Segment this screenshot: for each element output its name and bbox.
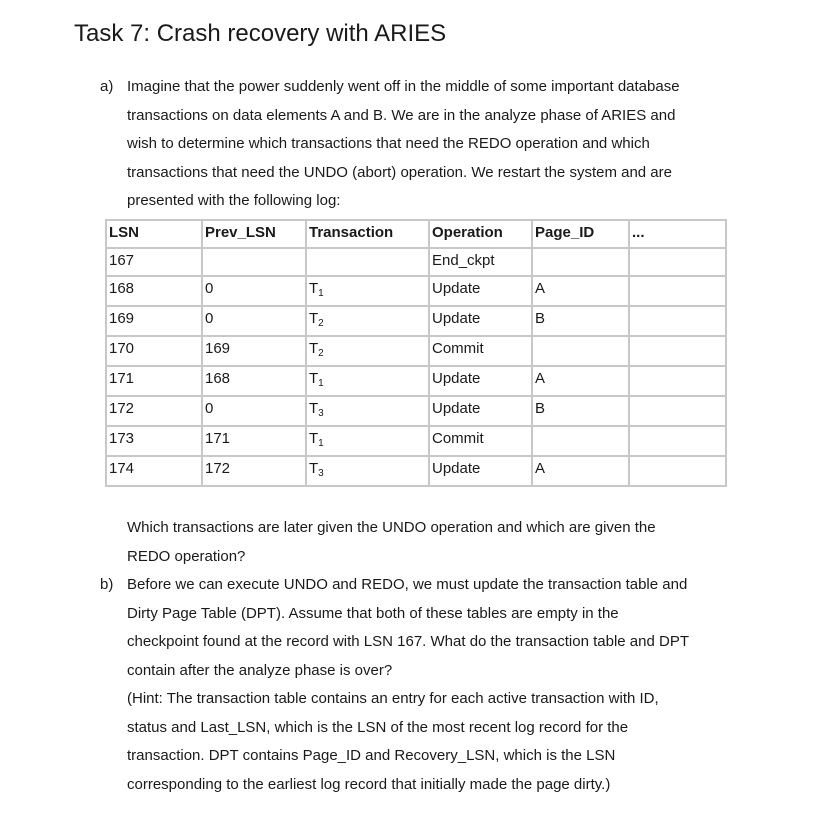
cell-transaction — [306, 336, 429, 366]
cell-more — [629, 248, 726, 276]
table-row — [106, 336, 726, 366]
table-row — [106, 426, 726, 456]
cell-lsn: 167 — [106, 248, 202, 276]
header-operation: Operation — [429, 220, 532, 248]
header-transaction: Transaction — [306, 220, 429, 248]
cell-operation: Update — [429, 366, 532, 396]
cell-lsn: 169 — [106, 306, 202, 336]
cell-operation: Commit — [429, 426, 532, 456]
text-line: transactions on data elements A and B. We are in the analyze phase of ARIES and — [127, 106, 676, 124]
text-line: contain after the analyze phase is over? — [127, 661, 393, 679]
text-line: Which transactions are later given the UNDO operation and which are given the — [127, 519, 656, 536]
table-row — [106, 366, 726, 396]
header-page-id: Page_ID — [532, 220, 629, 248]
header-lsn: LSN — [106, 220, 202, 248]
cell-lsn: 170 — [106, 336, 202, 366]
transaction-subscript: 2 — [318, 318, 324, 329]
text-line: transaction. DPT contains Page_ID and Recovery_LSN, which is the LSN — [127, 747, 616, 764]
cell-page-id — [532, 248, 629, 276]
transaction-name: T — [309, 400, 319, 417]
transaction-subscript: 2 — [318, 348, 324, 359]
cell-prev-lsn: 0 — [202, 276, 306, 306]
transaction-name: T — [309, 310, 319, 327]
list-marker-a: a) — [100, 78, 114, 95]
cell-prev-lsn — [202, 248, 306, 276]
cell-prev-lsn: 0 — [202, 396, 306, 426]
transaction-name: T — [309, 460, 319, 477]
table-row — [106, 276, 726, 306]
cell-transaction — [306, 456, 429, 486]
cell-more — [629, 336, 726, 366]
cell-lsn: 174 — [106, 456, 202, 486]
cell-page-id: B — [532, 306, 629, 336]
transaction-subscript: 3 — [318, 468, 324, 479]
part-a-text — [127, 73, 787, 216]
cell-transaction — [306, 248, 429, 276]
cell-transaction — [306, 276, 429, 306]
header-more: ... — [629, 220, 726, 248]
header-prev-lsn: Prev_LSN — [202, 220, 306, 248]
cell-more — [629, 456, 726, 486]
text-line: Before we can execute UNDO and REDO, we must update the transaction table and — [127, 576, 688, 593]
part-b-text — [127, 571, 787, 799]
table-row — [106, 396, 726, 426]
transaction-name: T — [309, 340, 319, 357]
transaction-name: T — [309, 430, 319, 447]
cell-prev-lsn: 171 — [202, 426, 306, 456]
text-line: Imagine that the power suddenly went off in the middle of some important database — [127, 78, 680, 95]
cell-transaction — [306, 426, 429, 456]
table-row — [106, 306, 726, 336]
cell-prev-lsn: 168 — [202, 366, 306, 396]
cell-prev-lsn: 169 — [202, 336, 306, 366]
cell-operation: End_ckpt — [429, 248, 532, 276]
log-table-body — [106, 248, 726, 486]
cell-transaction — [306, 366, 429, 396]
text-line: presented with the following log: — [127, 192, 341, 209]
cell-page-id — [532, 426, 629, 456]
cell-transaction — [306, 306, 429, 336]
page-title: Task 7: Crash recovery with ARIES — [74, 20, 447, 47]
text-line: transactions that need the UNDO (abort) operation. We restart the system and are — [127, 163, 672, 181]
cell-lsn: 168 — [106, 276, 202, 306]
cell-prev-lsn: 172 — [202, 456, 306, 486]
text-line: wish to determine which transactions that need the REDO operation and which — [127, 135, 650, 152]
text-line: (Hint: The transaction table contains an entry for each active transaction with ID, — [127, 690, 659, 707]
transaction-name: T — [309, 280, 319, 297]
question-a-text — [127, 514, 787, 571]
cell-more — [629, 426, 726, 456]
table-row — [106, 456, 726, 486]
cell-more — [629, 276, 726, 306]
log-table-header — [106, 220, 726, 248]
cell-more — [629, 306, 726, 336]
cell-operation: Commit — [429, 336, 532, 366]
cell-lsn: 171 — [106, 366, 202, 396]
transaction-subscript: 3 — [318, 408, 324, 419]
transaction-subscript: 1 — [318, 288, 324, 299]
transaction-subscript: 1 — [318, 438, 324, 449]
text-line: status and Last_LSN, which is the LSN of the most recent log record for the — [127, 718, 629, 736]
cell-prev-lsn: 0 — [202, 306, 306, 336]
cell-page-id: B — [532, 396, 629, 426]
cell-page-id: A — [532, 456, 629, 486]
table-row — [106, 248, 726, 276]
cell-page-id: A — [532, 276, 629, 306]
cell-lsn: 173 — [106, 426, 202, 456]
text-line: Dirty Page Table (DPT). Assume that both of these tables are empty in the — [127, 604, 619, 622]
cell-more — [629, 396, 726, 426]
text-line: corresponding to the earliest log record that initially made the page dirty.) — [127, 775, 611, 793]
cell-operation: Update — [429, 456, 532, 486]
text-line: REDO operation? — [127, 547, 246, 565]
cell-transaction — [306, 396, 429, 426]
cell-operation: Update — [429, 396, 532, 426]
text-line: checkpoint found at the record with LSN 167. What do the transaction table and DPT — [127, 633, 689, 650]
list-marker-b: b) — [100, 576, 114, 593]
cell-page-id — [532, 336, 629, 366]
log-table — [105, 219, 727, 487]
cell-page-id: A — [532, 366, 629, 396]
cell-operation: Update — [429, 306, 532, 336]
cell-lsn: 172 — [106, 396, 202, 426]
cell-more — [629, 366, 726, 396]
cell-operation: Update — [429, 276, 532, 306]
transaction-name: T — [309, 370, 319, 387]
transaction-subscript: 1 — [318, 378, 324, 389]
